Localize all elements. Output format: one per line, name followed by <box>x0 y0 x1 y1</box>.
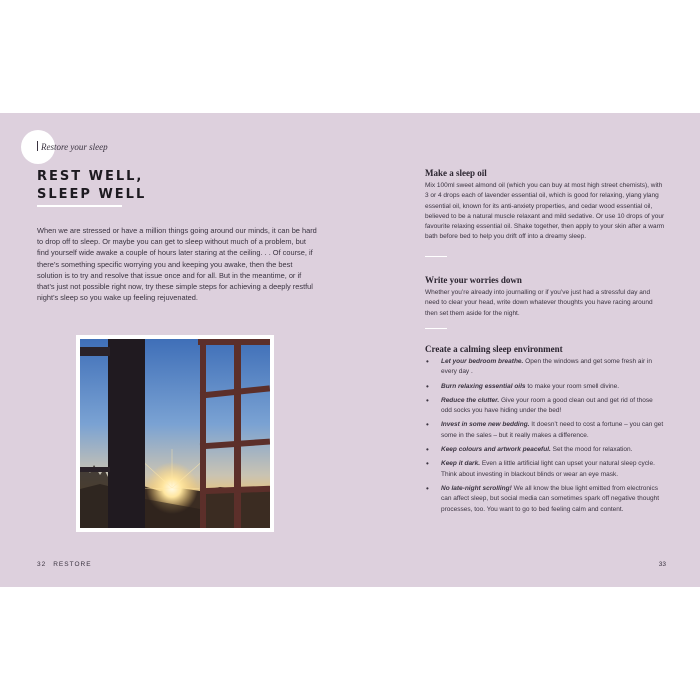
chapter-label: RESTORE <box>53 561 92 568</box>
book-spread <box>0 113 700 587</box>
page-title: REST WELL, SLEEP WELL <box>37 169 147 202</box>
sleep-oil-heading: Make a sleep oil <box>425 168 487 178</box>
worries-body: Whether you’re already into journalling or if you’ve just had a stressful day and need to clear your head, write down whatever thoughts you have racing around then set them aside for the night. <box>425 289 653 317</box>
section-rule <box>425 328 447 329</box>
list-item <box>425 420 665 441</box>
right-page <box>350 113 700 587</box>
window-sunrise-image <box>80 339 270 528</box>
sunrise-window-photo <box>76 335 274 532</box>
tip-lead: Reduce the clutter. <box>441 396 500 404</box>
section-rule <box>425 256 447 257</box>
tip-lead: Keep it dark. <box>441 460 481 468</box>
list-item <box>425 357 665 378</box>
tip-lead: Let your bedroom breathe. <box>441 358 524 365</box>
folio-left <box>37 561 92 568</box>
tip-lead: Burn relaxing essential oils <box>441 382 526 390</box>
left-page <box>0 113 350 587</box>
tip-text: We all know the blue light emitted from electronics can affect sleep, but social media can sometimes spark off negative thought processes, too. You want to go to bed feeling calm and content. <box>441 484 659 513</box>
sleep-oil-section <box>425 168 665 243</box>
section-label <box>37 141 108 152</box>
sleep-oil-body: Mix 100ml sweet almond oil (which you can buy at most high street chemists), with 3 or 4 drops each of lavender essential oil, which is good for relaxing, ylang ylang essential oil, known for its anti-anxiety properties, and cedar wood essential oil, believed to be a natural muscle relaxant and mild sedative. Or use 10 drops of your favourite relaxing essential oil. Shake together, then apply to your skin after a warm bath before bed to help you drift off into a dreamy sleep. <box>425 182 665 241</box>
environment-heading: Create a calming sleep environment <box>425 344 563 354</box>
list-item <box>425 382 665 392</box>
environment-section <box>425 344 665 519</box>
list-item <box>425 396 665 417</box>
tip-lead: No late-night scrolling! <box>441 484 512 492</box>
tip-text: Give your room a good clean out and get rid of those odd socks you have hiding under the bed! <box>441 396 653 415</box>
list-item <box>425 445 665 455</box>
page-number-left: 32 <box>37 561 47 568</box>
tip-lead: Invest in some new bedding. <box>441 421 530 429</box>
section-divider <box>37 141 38 151</box>
tip-text: Set the mood for relaxation. <box>550 446 633 454</box>
intro-paragraph: When we are stressed or have a million things going around our minds, it can be hard to drop off to sleep. Or maybe you can get to sleep without much of a problem, but find yourself wide awake a couple of hours later staring at the ceiling. . . Of course, if there’s something specific worrying you and keeping you awake, then the best solution is to try and resolve that issue once and for all. But in the meantime, or if that’s just not possible right now, try these simple steps for achieving a deeply restful night’s sleep so you wake up feeling rejuvenated. <box>37 226 317 303</box>
tips-list <box>425 357 665 515</box>
tip-text: It doesn’t need to cost a fortune – you can get some in the sales – but it really makes a difference. <box>441 421 664 439</box>
tip-text: to make your room smell divine. <box>525 382 620 390</box>
list-item <box>425 484 665 515</box>
title-underline <box>37 205 122 207</box>
section-label-text: Restore your sleep <box>41 142 108 152</box>
worries-heading: Write your worries down <box>425 275 522 285</box>
worries-section <box>425 275 665 319</box>
page-number-right: 33 <box>658 561 666 568</box>
list-item <box>425 459 665 480</box>
tip-text: Open the windows and get some fresh air in every day . <box>441 358 652 376</box>
tip-lead: Keep colours and artwork peaceful. <box>441 446 551 454</box>
tip-text: Even a little artificial light can upset your natural sleep cycle. Think about investing in blackout blinds or wear an eye mask. <box>441 460 655 478</box>
